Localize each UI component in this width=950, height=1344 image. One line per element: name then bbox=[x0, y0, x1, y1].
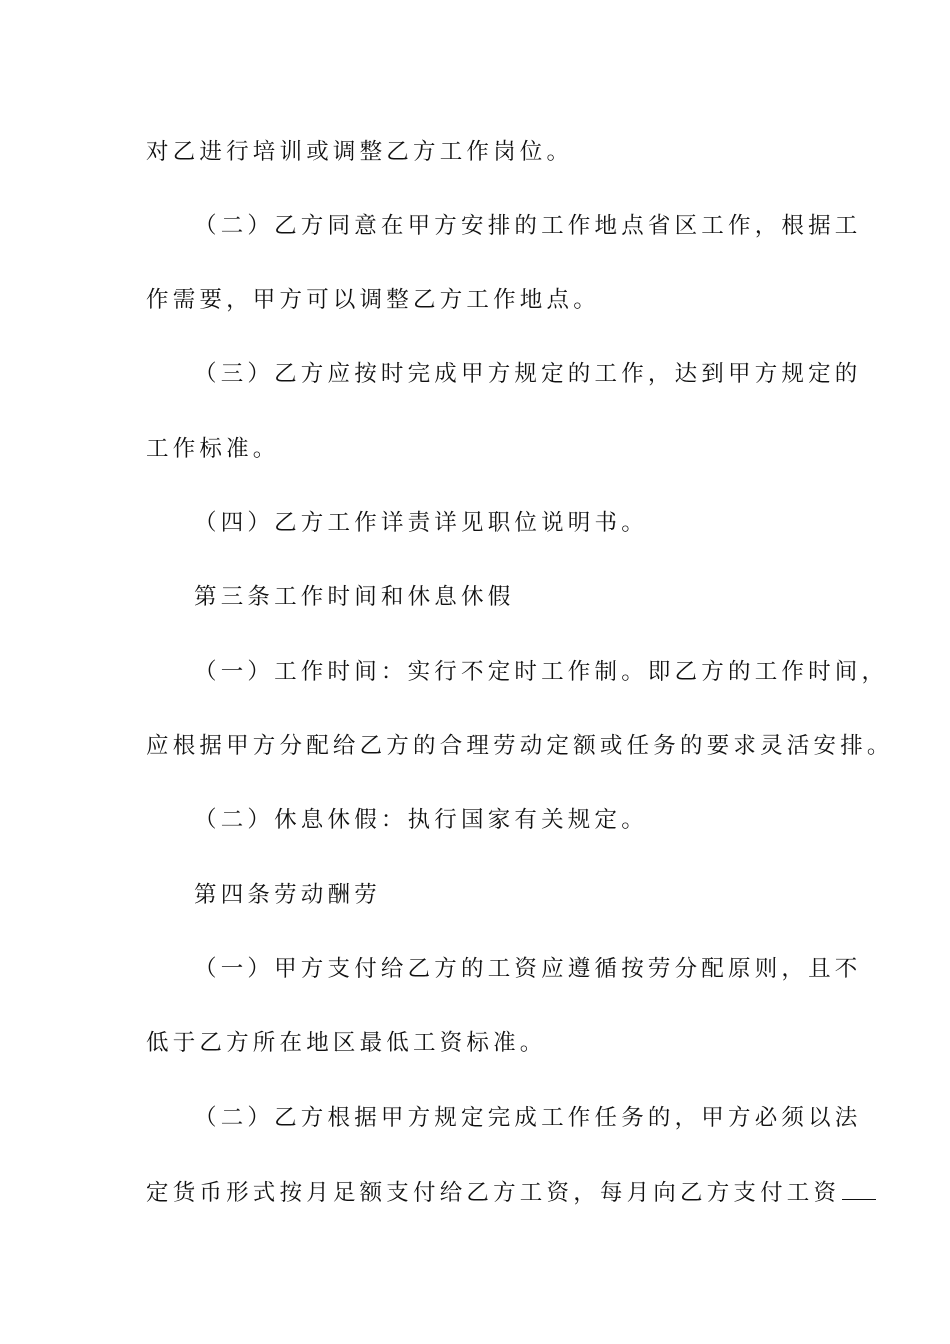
paragraph-line-with-blank bbox=[146, 1177, 841, 1208]
paragraph-line: 作需要，甲方可以调整乙方工作地点。 bbox=[146, 287, 600, 313]
paragraph-text: 定货币形式按月足额支付给乙方工资，每月向乙方支付工资 bbox=[146, 1180, 841, 1206]
paragraph-line: （三）乙方应按时完成甲方规定的工作，达到甲方规定的 bbox=[194, 361, 862, 387]
section-heading: 第四条劳动酬劳 bbox=[194, 882, 381, 908]
paragraph-line: 工作标准。 bbox=[146, 436, 280, 462]
paragraph-line: （一）工作时间：实行不定时工作制。即乙方的工作时间， bbox=[194, 659, 889, 685]
paragraph-line: （四）乙方工作详责详见职位说明书。 bbox=[194, 510, 648, 536]
fill-in-blank bbox=[842, 1177, 876, 1200]
paragraph-line: （二）休息休假：执行国家有关规定。 bbox=[194, 807, 648, 833]
paragraph-line: （一）甲方支付给乙方的工资应遵循按劳分配原则，且不 bbox=[194, 956, 862, 982]
paragraph-line: 对乙进行培训或调整乙方工作岗位。 bbox=[146, 139, 574, 165]
section-heading: 第三条工作时间和休息休假 bbox=[194, 584, 515, 610]
paragraph-line: （二）乙方同意在甲方安排的工作地点省区工作，根据工 bbox=[194, 213, 862, 239]
paragraph-line: 应根据甲方分配给乙方的合理劳动定额或任务的要求灵活安排。 bbox=[146, 733, 894, 759]
paragraph-line: （二）乙方根据甲方规定完成工作任务的，甲方必须以法 bbox=[194, 1105, 862, 1131]
paragraph-line: 低于乙方所在地区最低工资标准。 bbox=[146, 1030, 547, 1056]
